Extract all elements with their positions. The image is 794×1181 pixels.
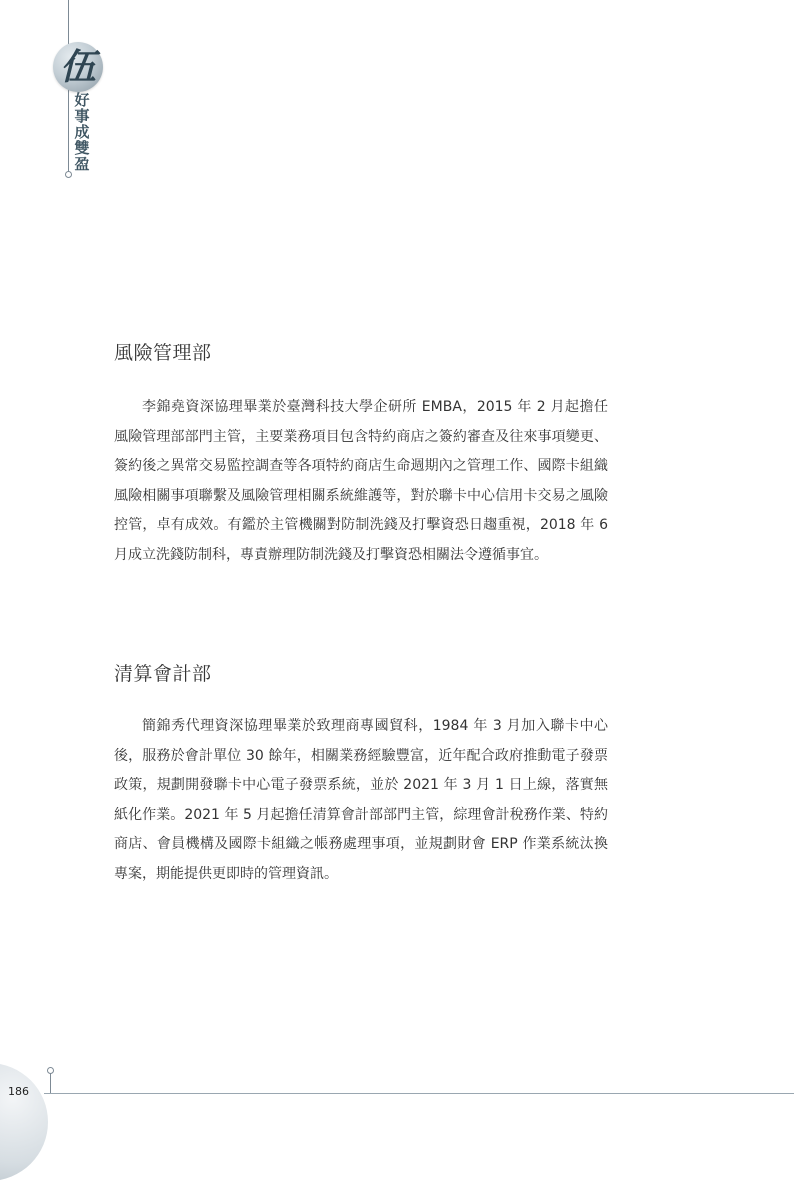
section-body-clearing-accounting: 簡錦秀代理資深協理畢業於致理商專國貿科，1984 年 3 月加入聯卡中心後，服務於會計單位 30 餘年，相關業務經驗豐富，近年配合政府推動電子發票政策，規劃開發聯卡中心電子發票系統，並於 2021 年 3 月 1 日上線，落實無紙化作業。2021 年 5 月起擔任清算會計部部門主管，綜理會計稅務作業、特約商店、會員機構及國際卡組織之帳務處理事項，並規劃財會 ERP 作業系統汰換專案，期能提供更即時的管理資訊。	[114, 718, 608, 882]
chapter-title-char: 盈	[74, 155, 90, 173]
chapter-title-char: 好	[74, 91, 90, 109]
section-heading-risk-management: 風險管理部	[114, 342, 212, 364]
header-line-end-dot	[65, 171, 72, 178]
chapter-title	[73, 92, 91, 172]
chapter-title-char: 成	[74, 123, 90, 141]
chapter-numeral: 伍	[59, 46, 96, 88]
footer-dot	[47, 1067, 54, 1074]
chapter-title-char: 事	[74, 107, 90, 125]
section-heading-clearing-accounting: 清算會計部	[114, 663, 212, 685]
chapter-title-char: 雙	[74, 139, 90, 157]
section-body-risk-management: 李錦堯資深協理畢業於臺灣科技大學企研所 EMBA，2015 年 2 月起擔任風險管理部部門主管，主要業務項目包含特約商店之簽約審查及往來事項變更、簽約後之異常交易監控調查等各項特約商店生命週期內之管理工作、國際卡組織風險相關事項聯繫及風險管理相關系統維護等，對於聯卡中心信用卡交易之風險控管，卓有成效。有鑑於主管機關對防制洗錢及打擊資恐日趨重視，2018 年 6 月成立洗錢防制科，專責辦理防制洗錢及打擊資恐相關法令遵循事宜。	[114, 399, 608, 563]
footer-line	[44, 1093, 794, 1094]
footer-stem	[50, 1073, 51, 1093]
page-number: 186	[8, 1085, 29, 1098]
page-corner-decoration	[0, 1063, 48, 1181]
